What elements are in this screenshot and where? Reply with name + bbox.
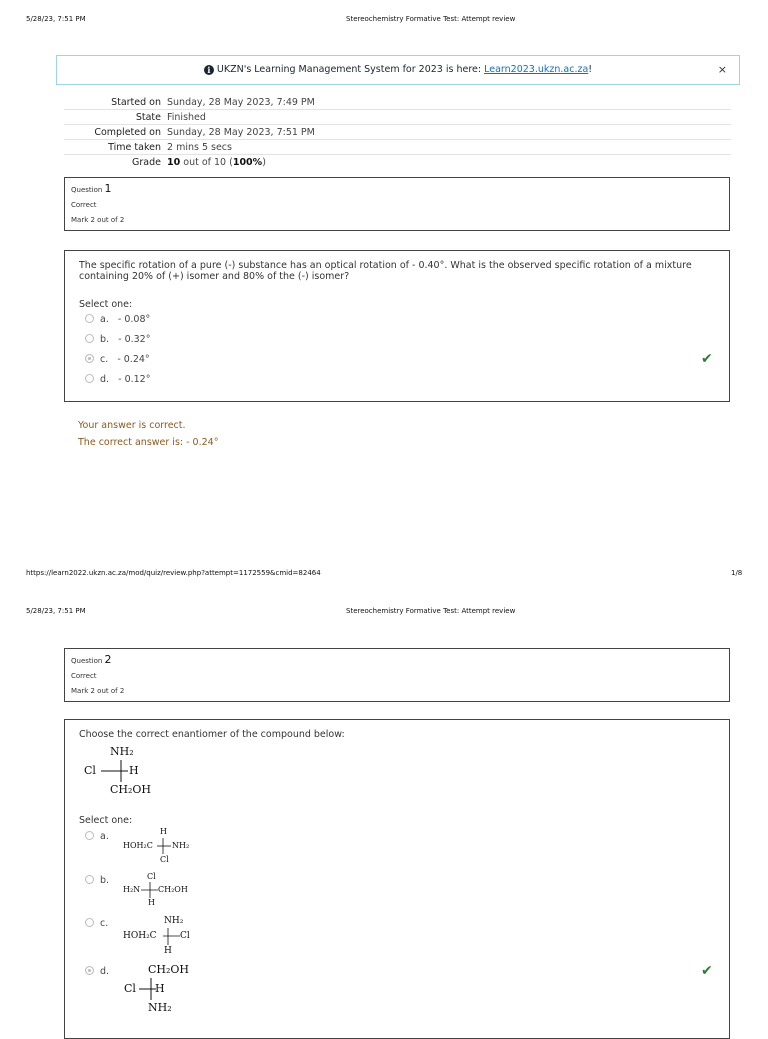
radio-button[interactable] xyxy=(85,966,94,975)
table-row xyxy=(64,140,731,155)
answer-option-b[interactable]: b. - 0.32° xyxy=(85,334,150,345)
question-text: The specific rotation of a pure (-) substance has an optical rotation of - 0.40°. What is the observed specific rotation of a mixture containing 20% of (+) isomer and 80% of the (-) isomer? xyxy=(79,260,692,282)
summary-value: 2 mins 5 secs xyxy=(167,140,731,155)
question-state: Correct xyxy=(71,201,97,209)
question-mark: Mark 2 out of 2 xyxy=(71,216,125,224)
radio-button[interactable] xyxy=(85,875,94,884)
check-icon: ✔ xyxy=(701,963,713,979)
substituent-left: Cl xyxy=(84,764,96,777)
question-1-content xyxy=(64,250,730,402)
print-datetime: 5/28/23, 7:51 PM xyxy=(26,607,86,615)
option-b-structure: Cl H₂N CH₂OH H xyxy=(123,872,188,907)
question-mark: Mark 2 out of 2 xyxy=(71,687,125,695)
summary-label: State xyxy=(64,110,167,125)
banner-suffix: ! xyxy=(588,64,593,75)
option-a-structure: H HOH₂C NH₂ Cl xyxy=(123,827,190,864)
table-row xyxy=(64,155,731,170)
table-row xyxy=(64,125,731,140)
select-one-label: Select one: xyxy=(79,815,133,826)
select-one-label: Select one: xyxy=(79,299,133,310)
question-number: Question 2 xyxy=(71,653,112,666)
option-c-structure: NH₂ HOH₂C Cl H xyxy=(123,916,190,956)
option-d-structure: CH₂OH Cl H NH₂ xyxy=(124,963,190,1014)
grade-value: 10 out of 10 (100%) xyxy=(167,156,266,168)
attempt-summary-table xyxy=(64,95,731,169)
radio-button[interactable] xyxy=(85,354,94,363)
answer-option-a[interactable]: a. xyxy=(85,831,109,842)
question-2-info xyxy=(64,648,730,702)
question-1-info xyxy=(64,177,730,231)
print-title: Stereochemistry Formative Test: Attempt review xyxy=(346,15,516,23)
print-datetime: 5/28/23, 7:51 PM xyxy=(26,15,86,23)
summary-label: Completed on xyxy=(64,125,167,140)
summary-value: Sunday, 28 May 2023, 7:49 PM xyxy=(167,95,731,110)
substituent-right: H xyxy=(129,764,139,777)
question-2-content xyxy=(64,719,730,1039)
print-title: Stereochemistry Formative Test: Attempt review xyxy=(346,607,516,615)
radio-button[interactable] xyxy=(85,831,94,840)
radio-button[interactable] xyxy=(85,918,94,927)
answer-option-d[interactable]: d. xyxy=(85,966,109,977)
feedback-text: Your answer is correct. xyxy=(78,420,186,431)
announcement-banner xyxy=(56,55,740,85)
radio-button[interactable] xyxy=(85,314,94,323)
radio-button[interactable] xyxy=(85,374,94,383)
substituent-top: NH₂ xyxy=(110,745,134,758)
summary-label: Time taken xyxy=(64,140,167,155)
correct-answer-text: The correct answer is: - 0.24° xyxy=(78,437,219,448)
banner-text: UKZN's Learning Management System for 2023 is here: xyxy=(216,64,485,75)
table-row xyxy=(64,95,731,110)
compound-structure xyxy=(83,745,183,800)
answer-option-c[interactable]: c. - 0.24° xyxy=(85,354,150,365)
answer-option-b[interactable]: b. xyxy=(85,875,109,886)
answer-option-c[interactable]: c. xyxy=(85,918,108,929)
question-state: Correct xyxy=(71,672,97,680)
check-icon: ✔ xyxy=(701,351,713,367)
info-icon: i xyxy=(204,65,214,75)
print-url: https://learn2022.ukzn.ac.za/mod/quiz/review.php?attempt=1172559&cmid=82464 xyxy=(26,569,321,577)
close-icon[interactable]: × xyxy=(717,63,727,76)
question-text: Choose the correct enantiomer of the compound below: xyxy=(79,729,345,740)
summary-value: Finished xyxy=(167,110,731,125)
fischer-cross xyxy=(83,745,143,790)
question-number: Question 1 xyxy=(71,182,112,195)
summary-value: Sunday, 28 May 2023, 7:51 PM xyxy=(167,125,731,140)
grade-label: Grade xyxy=(132,156,161,168)
table-row xyxy=(64,110,731,125)
print-page-number: 1/8 xyxy=(731,569,743,577)
answer-option-d[interactable]: d. - 0.12° xyxy=(85,374,150,385)
banner-link[interactable]: Learn2023.ukzn.ac.za xyxy=(484,64,589,75)
substituent-bottom: CH₂OH xyxy=(110,783,152,796)
answer-option-a[interactable]: a. - 0.08° xyxy=(85,314,150,325)
summary-label: Started on xyxy=(64,95,167,110)
radio-button[interactable] xyxy=(85,334,94,343)
